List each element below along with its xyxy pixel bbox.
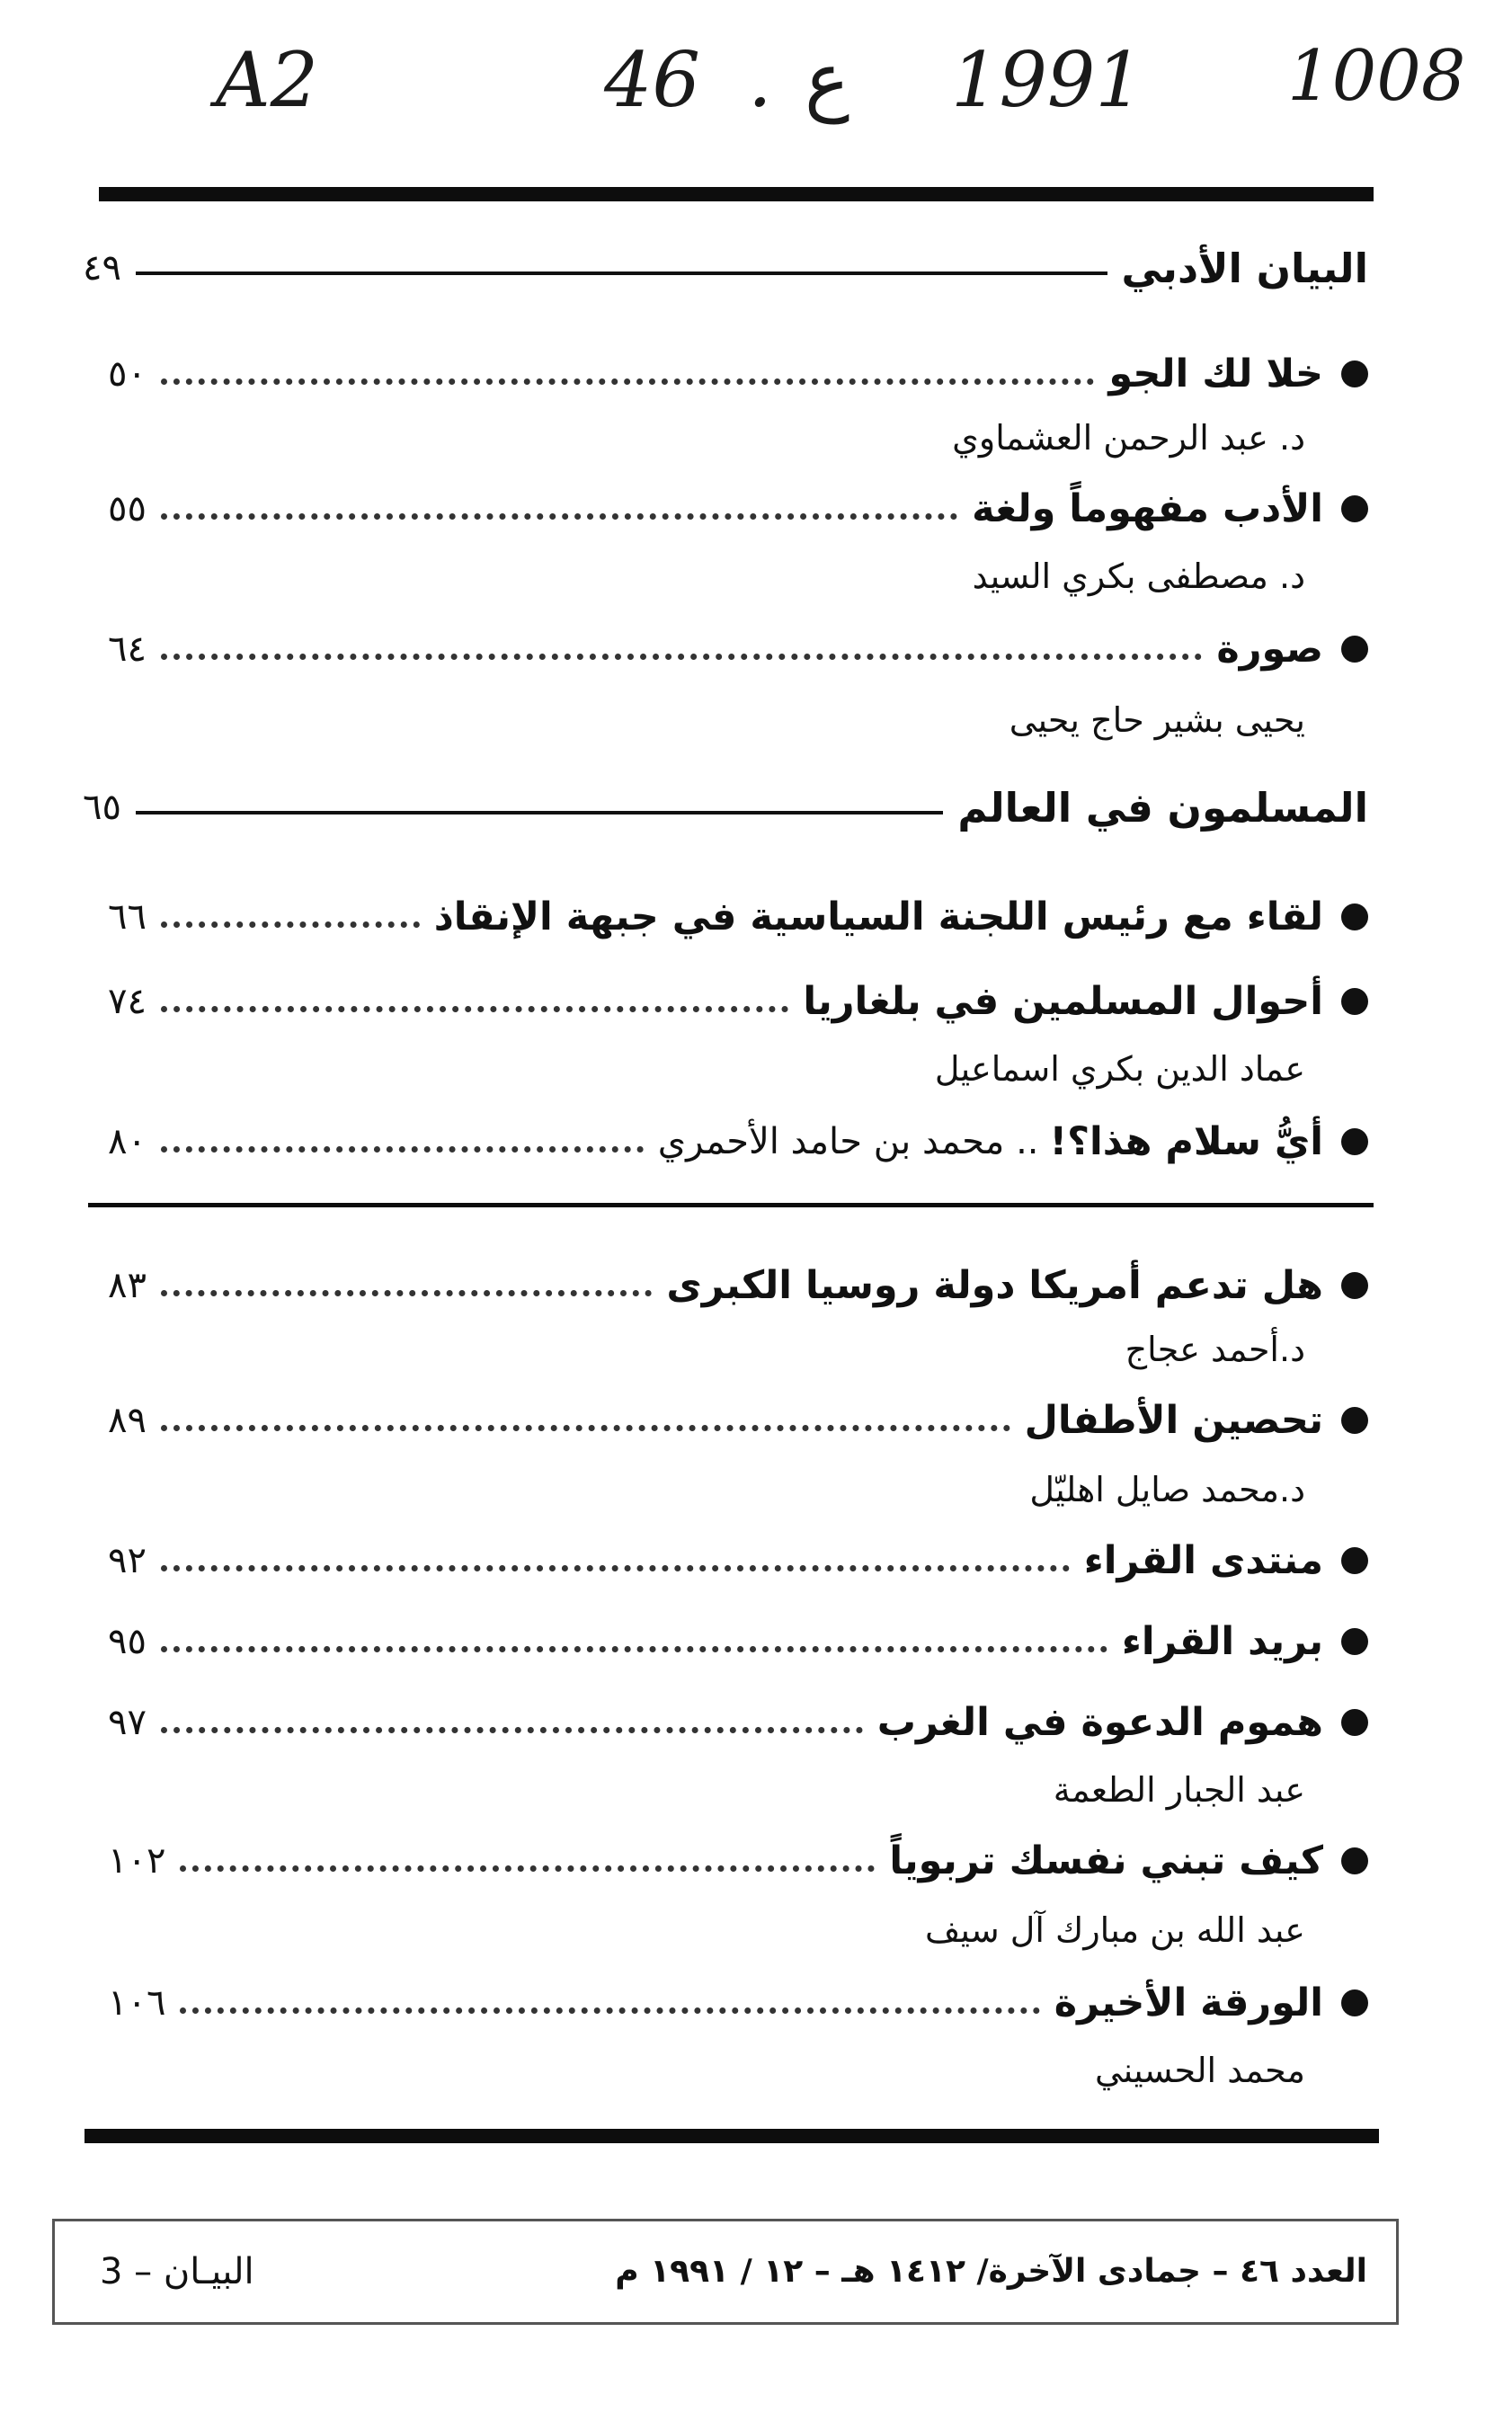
entry-title: هموم الدعوة في الغرب: [876, 1700, 1323, 1745]
footer: [52, 2219, 1399, 2325]
dot-leader: [161, 1727, 863, 1733]
bullet-icon: [1341, 988, 1368, 1015]
page-number: ٩٢: [108, 1540, 147, 1581]
toc-entry: [108, 1244, 1368, 1327]
footer-issue-info: العدد ٤٦ – جمادى الآخرة/ ١٤١٢ هـ – ١٢ / ١٩٩١ م: [615, 2253, 1367, 2290]
page-number: ٨٣: [108, 1265, 147, 1306]
toc-entry: [108, 467, 1368, 550]
entry-author: د.أحمد عجاج: [1125, 1330, 1305, 1369]
bullet-icon: [1341, 1547, 1368, 1574]
entry-title: صورة: [1216, 627, 1323, 672]
entry-author: .. محمد بن حامد الأحمري: [657, 1121, 1039, 1162]
leader-line: [136, 271, 1107, 275]
toc-entry: [108, 333, 1368, 415]
entry-author: د. مصطفى بكري السيد: [972, 556, 1305, 596]
entry-author: د. عبد الرحمن العشماوي: [952, 418, 1305, 458]
entry-author: عبد الجبار الطعمة: [1053, 1770, 1305, 1810]
dot-leader: [161, 654, 1202, 660]
bullet-icon: [1341, 903, 1368, 930]
handwritten-issue: 46: [604, 36, 700, 124]
dot-leader: [161, 1006, 788, 1012]
entry-title: أحوال المسلمين في بلغاريا: [803, 979, 1323, 1024]
page-number: ٨٩: [108, 1400, 147, 1441]
section-header: [83, 766, 1368, 849]
footer-page-label: 3 – البيـان: [100, 2251, 254, 2292]
toc-entry: [108, 1962, 1368, 2044]
dot-leader: [180, 2007, 1039, 2014]
dot-leader: [161, 1146, 644, 1153]
handwritten-dot: .: [748, 36, 772, 124]
entry-author: عماد الدين بكري اسماعيل: [934, 1049, 1305, 1089]
entry-author: محمد الحسيني: [1094, 2051, 1305, 2090]
bullet-icon: [1341, 1128, 1368, 1155]
bullet-icon: [1341, 1272, 1368, 1299]
page-number: ٥٥: [108, 488, 147, 530]
dot-leader: [161, 513, 957, 520]
page-number: ٦٥: [83, 787, 121, 828]
page-number: ٦٤: [108, 628, 147, 670]
page-number: ١٠٢: [108, 1840, 166, 1882]
entry-title: هل تدعم أمريكا دولة روسيا الكبرى: [666, 1263, 1323, 1308]
bullet-icon: [1341, 1628, 1368, 1655]
page-number: ٤٩: [83, 247, 121, 289]
toc-entry: [108, 608, 1368, 690]
bullet-icon: [1341, 1709, 1368, 1736]
dot-leader: [161, 1646, 1107, 1652]
entry-author: يحيى بشير حاج يحيى: [1009, 700, 1305, 740]
bullet-icon: [1341, 1989, 1368, 2016]
entry-title: لقاء مع رئيس اللجنة السياسية في جبهة الإنقاذ: [433, 895, 1323, 939]
toc-entry: [108, 1600, 1368, 1683]
page-number: ٨٠: [108, 1121, 147, 1162]
toc-entry: [108, 1379, 1368, 1462]
handwritten-year: 1991: [951, 36, 1143, 124]
toc-entry: [108, 1519, 1368, 1602]
page-number: ٥٠: [108, 353, 147, 395]
bullet-icon: [1341, 1847, 1368, 1874]
middle-rule: [88, 1203, 1374, 1207]
entry-title: الورقة الأخيرة: [1054, 1980, 1323, 2025]
handwritten-code: 1008: [1287, 36, 1466, 117]
handwritten-letter: ع: [805, 36, 850, 124]
entry-title: أيُّ سلام هذا؟!: [1049, 1119, 1323, 1164]
toc-entry: [108, 960, 1368, 1043]
page-number: ٧٤: [108, 981, 147, 1022]
entry-author: عبد الله بن مبارك آل سيف: [925, 1910, 1305, 1950]
top-rule: [99, 187, 1374, 201]
page-number: ٦٦: [108, 896, 147, 938]
entry-title: منتدى القراء: [1083, 1538, 1323, 1583]
section-title: المسلمون في العالم: [957, 783, 1368, 832]
entry-title: خلا لك الجو: [1108, 352, 1323, 396]
toc-entry: [108, 1100, 1368, 1183]
dot-leader: [161, 1425, 1010, 1431]
dot-leader: [161, 378, 1094, 385]
dot-leader: [161, 1290, 652, 1296]
entry-title: كيف تبني نفسك تربوياً: [889, 1838, 1323, 1883]
toc-entry: [108, 1681, 1368, 1764]
page-number: ٩٥: [108, 1621, 147, 1662]
entry-title: الأدب مفهوماً ولغة: [972, 486, 1323, 531]
entry-title: تحصين الأطفال: [1024, 1398, 1323, 1443]
entry-title: بريد القراء: [1121, 1619, 1323, 1664]
bullet-icon: [1341, 360, 1368, 387]
leader-line: [136, 811, 943, 814]
section-title: البيان الأدبي: [1121, 244, 1368, 292]
bullet-icon: [1341, 636, 1368, 663]
toc-entry: [108, 1820, 1368, 1902]
bullet-icon: [1341, 1407, 1368, 1434]
dot-leader: [180, 1865, 875, 1872]
page-number: ٩٧: [108, 1702, 147, 1743]
handwritten-ref: A2: [216, 36, 319, 124]
page-number: ١٠٦: [108, 1982, 166, 2024]
entry-author: د.محمد صايل اهليّل: [1029, 1470, 1305, 1509]
dot-leader: [161, 921, 420, 928]
bullet-icon: [1341, 495, 1368, 522]
dot-leader: [161, 1565, 1070, 1571]
bottom-rule: [84, 2129, 1379, 2143]
toc-entry: [108, 876, 1368, 958]
section-header: [83, 227, 1368, 309]
